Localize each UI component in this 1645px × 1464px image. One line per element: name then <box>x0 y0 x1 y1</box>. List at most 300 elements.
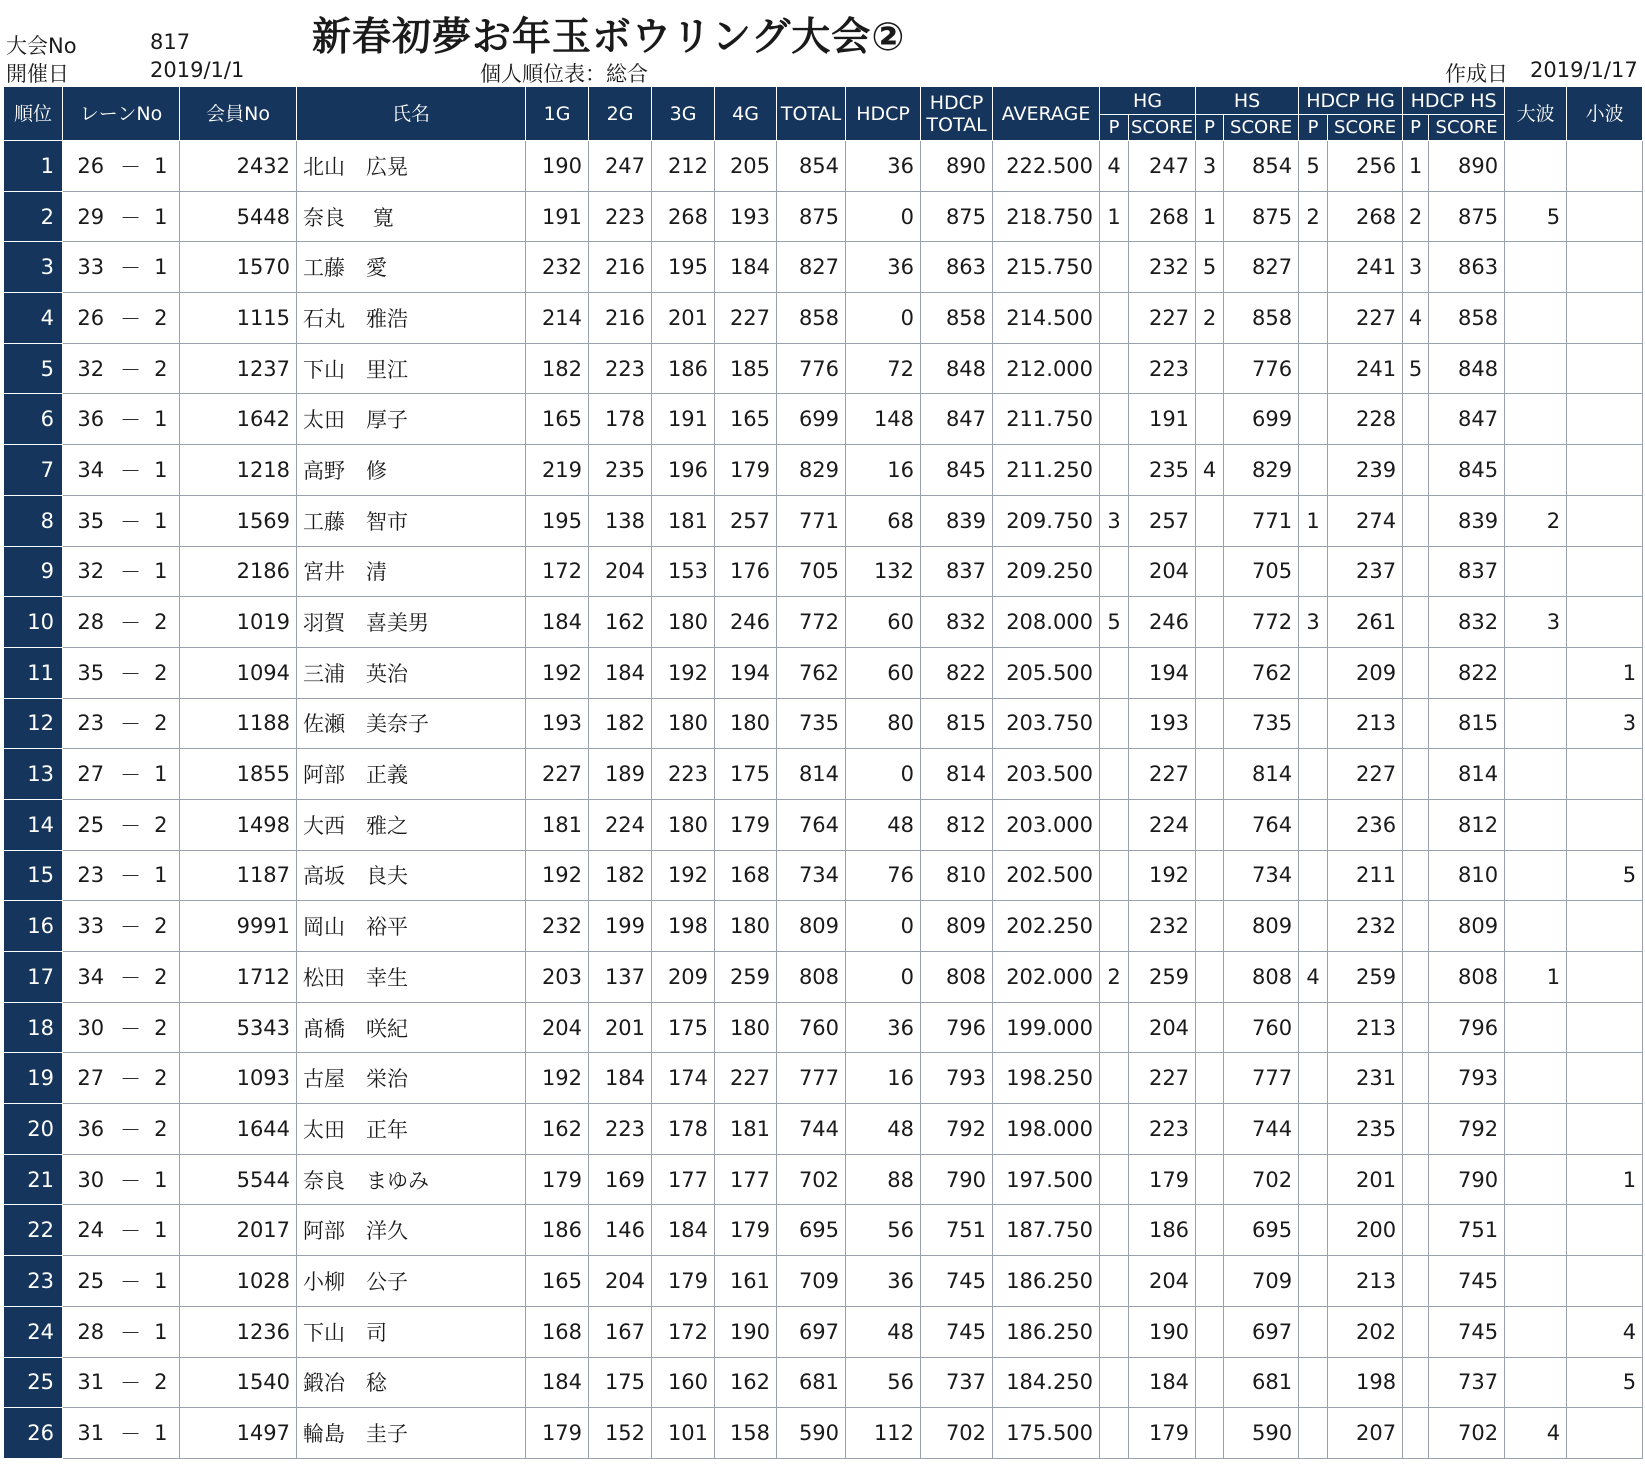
game4-cell: 180 <box>715 698 777 749</box>
col-hdcp-hg[interactable]: HDCP HG <box>1299 87 1403 115</box>
table-row[interactable] <box>4 141 1643 192</box>
table-row[interactable] <box>4 445 1643 496</box>
hg-score-cell: 186 <box>1129 1205 1196 1256</box>
big-wave-cell: 4 <box>1505 1408 1567 1459</box>
lane-sub-cell: 2 <box>143 293 180 344</box>
hdcp-hs-score-cell: 858 <box>1429 293 1505 344</box>
average-cell: 209.250 <box>993 546 1100 597</box>
average-cell: 202.000 <box>993 952 1100 1003</box>
hg-place-cell <box>1100 293 1129 344</box>
hdcp-hg-score-cell: 198 <box>1328 1357 1403 1408</box>
hdcp-hg-place-cell <box>1299 1357 1328 1408</box>
rank-cell: 5 <box>4 343 63 394</box>
lane-cell: 34 <box>63 952 119 1003</box>
member-no-cell: 9991 <box>180 901 297 952</box>
hdcp-hs-place-cell <box>1403 445 1429 496</box>
hdcp-total-cell: 848 <box>921 343 993 394</box>
hdcp-hg-score-cell: 201 <box>1328 1154 1403 1205</box>
game2-cell: 175 <box>589 1357 652 1408</box>
average-cell: 202.500 <box>993 850 1100 901</box>
rank-cell: 20 <box>4 1104 63 1155</box>
hdcp-hs-place-cell <box>1403 1357 1429 1408</box>
col-hdcp[interactable]: HDCP <box>846 87 921 141</box>
average-cell: 198.000 <box>993 1104 1100 1155</box>
hs-place-cell <box>1196 1002 1224 1053</box>
col-hg-score[interactable]: SCORE <box>1129 115 1196 141</box>
game2-cell: 223 <box>589 1104 652 1155</box>
lane-sub-cell: 2 <box>143 647 180 698</box>
table-row[interactable] <box>4 1205 1643 1256</box>
hdcp-hs-place-cell: 5 <box>1403 343 1429 394</box>
lane-dash: － <box>119 647 143 698</box>
name-cell: 北山 広晃 <box>297 141 526 192</box>
small-wave-cell <box>1567 1104 1643 1155</box>
hdcp-hs-score-cell: 812 <box>1429 799 1505 850</box>
hg-place-cell <box>1100 698 1129 749</box>
hdcp-hg-score-cell: 232 <box>1328 901 1403 952</box>
col-game2[interactable]: 2G <box>589 87 652 141</box>
hdcp-cell: 48 <box>846 1306 921 1357</box>
game1-cell: 190 <box>526 141 589 192</box>
table-row[interactable] <box>4 546 1643 597</box>
lane-sub-cell: 1 <box>143 242 180 293</box>
game2-cell: 182 <box>589 850 652 901</box>
hg-score-cell: 268 <box>1129 191 1196 242</box>
average-cell: 186.250 <box>993 1306 1100 1357</box>
average-cell: 214.500 <box>993 293 1100 344</box>
hdcp-hs-score-cell: 808 <box>1429 952 1505 1003</box>
game1-cell: 162 <box>526 1104 589 1155</box>
hdcp-hg-place-cell <box>1299 850 1328 901</box>
total-cell: 697 <box>777 1306 846 1357</box>
hs-score-cell: 695 <box>1224 1205 1299 1256</box>
lane-dash: － <box>119 1306 143 1357</box>
average-cell: 199.000 <box>993 1002 1100 1053</box>
col-game1[interactable]: 1G <box>526 87 589 141</box>
lane-cell: 30 <box>63 1154 119 1205</box>
hdcp-hg-score-cell: 241 <box>1328 343 1403 394</box>
table-row[interactable] <box>4 191 1643 242</box>
average-cell: 197.500 <box>993 1154 1100 1205</box>
total-cell: 709 <box>777 1256 846 1307</box>
game3-cell: 201 <box>652 293 715 344</box>
table-row[interactable] <box>4 1154 1643 1205</box>
game3-cell: 101 <box>652 1408 715 1459</box>
average-cell: 203.750 <box>993 698 1100 749</box>
col-average[interactable]: AVERAGE <box>993 87 1100 141</box>
game4-cell: 227 <box>715 1053 777 1104</box>
average-cell: 211.250 <box>993 445 1100 496</box>
game4-cell: 165 <box>715 394 777 445</box>
name-cell: 高坂 良夫 <box>297 850 526 901</box>
lane-cell: 32 <box>63 546 119 597</box>
game3-cell: 223 <box>652 749 715 800</box>
col-rank[interactable]: 順位 <box>4 87 63 141</box>
col-name[interactable]: 氏名 <box>297 87 526 141</box>
hs-place-cell <box>1196 1408 1224 1459</box>
col-hdcp-hs[interactable]: HDCP HS <box>1403 87 1505 115</box>
hs-score-cell: 829 <box>1224 445 1299 496</box>
member-no-cell: 1237 <box>180 343 297 394</box>
table-row[interactable] <box>4 952 1643 1003</box>
hdcp-hs-place-cell <box>1403 698 1429 749</box>
hs-score-cell: 762 <box>1224 647 1299 698</box>
game1-cell: 182 <box>526 343 589 394</box>
hdcp-hg-score-cell: 228 <box>1328 394 1403 445</box>
hdcp-total-cell: 745 <box>921 1256 993 1307</box>
hdcp-hg-score-cell: 237 <box>1328 546 1403 597</box>
table-row[interactable] <box>4 394 1643 445</box>
game1-cell: 192 <box>526 647 589 698</box>
game1-cell: 219 <box>526 445 589 496</box>
hdcp-hg-place-cell <box>1299 1205 1328 1256</box>
game2-cell: 204 <box>589 546 652 597</box>
hdcp-cell: 68 <box>846 495 921 546</box>
lane-cell: 32 <box>63 343 119 394</box>
game4-cell: 175 <box>715 749 777 800</box>
game4-cell: 179 <box>715 445 777 496</box>
member-no-cell: 1642 <box>180 394 297 445</box>
game1-cell: 227 <box>526 749 589 800</box>
table-row[interactable] <box>4 343 1643 394</box>
member-no-cell: 1569 <box>180 495 297 546</box>
hdcp-hs-place-cell: 1 <box>1403 141 1429 192</box>
hdcp-hs-score-cell: 809 <box>1429 901 1505 952</box>
table-row[interactable] <box>4 1002 1643 1053</box>
rank-cell: 15 <box>4 850 63 901</box>
hdcp-total-cell: 737 <box>921 1357 993 1408</box>
average-cell: 202.250 <box>993 901 1100 952</box>
game2-cell: 184 <box>589 647 652 698</box>
table-row[interactable] <box>4 799 1643 850</box>
hs-place-cell <box>1196 850 1224 901</box>
hg-place-cell <box>1100 850 1129 901</box>
hdcp-total-cell: 751 <box>921 1205 993 1256</box>
table-row[interactable] <box>4 749 1643 800</box>
big-wave-cell: 5 <box>1505 191 1567 242</box>
lane-dash: － <box>119 1205 143 1256</box>
member-no-cell: 1187 <box>180 850 297 901</box>
hg-place-cell <box>1100 242 1129 293</box>
hdcp-hg-place-cell <box>1299 293 1328 344</box>
hdcp-total-cell: 837 <box>921 546 993 597</box>
lane-sub-cell: 1 <box>143 1306 180 1357</box>
hs-place-cell <box>1196 901 1224 952</box>
small-wave-cell <box>1567 1256 1643 1307</box>
game1-cell: 191 <box>526 191 589 242</box>
big-wave-cell <box>1505 445 1567 496</box>
hdcp-cell: 0 <box>846 293 921 344</box>
hdcp-hs-score-cell: 790 <box>1429 1154 1505 1205</box>
lane-dash: － <box>119 749 143 800</box>
hdcp-cell: 36 <box>846 141 921 192</box>
table-row[interactable] <box>4 495 1643 546</box>
hs-score-cell: 699 <box>1224 394 1299 445</box>
hdcp-total-cell: 809 <box>921 901 993 952</box>
game2-cell: 199 <box>589 901 652 952</box>
hg-place-cell: 2 <box>1100 952 1129 1003</box>
name-cell: 下山 司 <box>297 1306 526 1357</box>
hg-score-cell: 194 <box>1129 647 1196 698</box>
hdcp-hs-score-cell: 745 <box>1429 1256 1505 1307</box>
lane-cell: 29 <box>63 191 119 242</box>
member-no-cell: 1093 <box>180 1053 297 1104</box>
hg-score-cell: 179 <box>1129 1408 1196 1459</box>
col-hdcp-hs-p[interactable]: P <box>1403 115 1429 141</box>
col-hdcp-hg-score[interactable]: SCORE <box>1328 115 1403 141</box>
hdcp-cell: 48 <box>846 799 921 850</box>
table-row[interactable] <box>4 242 1643 293</box>
game1-cell: 214 <box>526 293 589 344</box>
game3-cell: 212 <box>652 141 715 192</box>
game4-cell: 193 <box>715 191 777 242</box>
col-hg[interactable]: HG <box>1100 87 1196 115</box>
game2-cell: 223 <box>589 191 652 242</box>
hg-score-cell: 232 <box>1129 901 1196 952</box>
name-cell: 大西 雅之 <box>297 799 526 850</box>
big-wave-cell <box>1505 1154 1567 1205</box>
hdcp-hg-place-cell <box>1299 394 1328 445</box>
big-wave-cell <box>1505 343 1567 394</box>
lane-dash: － <box>119 1104 143 1155</box>
lane-dash: － <box>119 191 143 242</box>
hdcp-hs-score-cell: 847 <box>1429 394 1505 445</box>
lane-cell: 28 <box>63 597 119 648</box>
lane-sub-cell: 1 <box>143 141 180 192</box>
hdcp-hs-score-cell: 702 <box>1429 1408 1505 1459</box>
lane-cell: 33 <box>63 901 119 952</box>
game1-cell: 203 <box>526 952 589 1003</box>
page-title: 新春初夢お年玉ボウリング大会② <box>312 15 906 60</box>
game3-cell: 160 <box>652 1357 715 1408</box>
col-member[interactable]: 会員No <box>180 87 297 141</box>
hg-score-cell: 257 <box>1129 495 1196 546</box>
hdcp-hg-score-cell: 241 <box>1328 242 1403 293</box>
lane-sub-cell: 2 <box>143 343 180 394</box>
col-hg-p[interactable]: P <box>1100 115 1129 141</box>
name-cell: 太田 厚子 <box>297 394 526 445</box>
name-cell: 古屋 栄治 <box>297 1053 526 1104</box>
hdcp-total-cell: 863 <box>921 242 993 293</box>
hs-place-cell <box>1196 546 1224 597</box>
col-lane[interactable]: レーンNo <box>63 87 180 141</box>
hg-place-cell <box>1100 799 1129 850</box>
hs-place-cell <box>1196 1053 1224 1104</box>
hdcp-cell: 36 <box>846 242 921 293</box>
table-row[interactable] <box>4 647 1643 698</box>
col-big-wave[interactable]: 大波 <box>1505 87 1567 141</box>
lane-sub-cell: 1 <box>143 191 180 242</box>
table-row[interactable] <box>4 1408 1643 1459</box>
col-hs-p[interactable]: P <box>1196 115 1224 141</box>
table-row[interactable] <box>4 293 1643 344</box>
hg-place-cell <box>1100 1205 1129 1256</box>
col-hdcp-total[interactable]: HDCP TOTAL <box>921 87 993 141</box>
game4-cell: 180 <box>715 1002 777 1053</box>
lane-cell: 33 <box>63 242 119 293</box>
col-game3[interactable]: 3G <box>652 87 715 141</box>
rank-cell: 19 <box>4 1053 63 1104</box>
table-row[interactable] <box>4 1306 1643 1357</box>
small-wave-cell <box>1567 293 1643 344</box>
hs-score-cell: 681 <box>1224 1357 1299 1408</box>
game3-cell: 195 <box>652 242 715 293</box>
hdcp-hg-score-cell: 274 <box>1328 495 1403 546</box>
name-cell: 髙橋 咲紀 <box>297 1002 526 1053</box>
hdcp-hs-score-cell: 815 <box>1429 698 1505 749</box>
total-cell: 829 <box>777 445 846 496</box>
game3-cell: 209 <box>652 952 715 1003</box>
table-row[interactable] <box>4 1053 1643 1104</box>
name-cell: 奈良 寛 <box>297 191 526 242</box>
game1-cell: 165 <box>526 1256 589 1307</box>
lane-dash: － <box>119 1002 143 1053</box>
member-no-cell: 1094 <box>180 647 297 698</box>
rank-cell: 8 <box>4 495 63 546</box>
hdcp-hs-score-cell: 837 <box>1429 546 1505 597</box>
big-wave-cell <box>1505 749 1567 800</box>
member-no-cell: 2017 <box>180 1205 297 1256</box>
game3-cell: 198 <box>652 901 715 952</box>
member-no-cell: 5448 <box>180 191 297 242</box>
lane-cell: 28 <box>63 1306 119 1357</box>
lane-cell: 35 <box>63 647 119 698</box>
col-hdcp-hs-score[interactable]: SCORE <box>1429 115 1505 141</box>
table-row[interactable] <box>4 698 1643 749</box>
lane-sub-cell: 2 <box>143 698 180 749</box>
lane-sub-cell: 1 <box>143 1205 180 1256</box>
hdcp-hs-place-cell <box>1403 1104 1429 1155</box>
game1-cell: 165 <box>526 394 589 445</box>
lane-cell: 27 <box>63 1053 119 1104</box>
member-no-cell: 5343 <box>180 1002 297 1053</box>
col-hdcp-hg-p[interactable]: P <box>1299 115 1328 141</box>
table-row[interactable] <box>4 850 1643 901</box>
hdcp-hs-score-cell: 814 <box>1429 749 1505 800</box>
hs-place-cell <box>1196 1306 1224 1357</box>
name-cell: 石丸 雅浩 <box>297 293 526 344</box>
hs-place-cell: 4 <box>1196 445 1224 496</box>
lane-cell: 26 <box>63 141 119 192</box>
col-hs[interactable]: HS <box>1196 87 1299 115</box>
hg-score-cell: 193 <box>1129 698 1196 749</box>
game1-cell: 184 <box>526 597 589 648</box>
hg-place-cell <box>1100 546 1129 597</box>
game1-cell: 232 <box>526 242 589 293</box>
hdcp-total-cell: 875 <box>921 191 993 242</box>
game3-cell: 174 <box>652 1053 715 1104</box>
game1-cell: 179 <box>526 1408 589 1459</box>
hdcp-hs-score-cell: 875 <box>1429 191 1505 242</box>
hdcp-hs-score-cell: 863 <box>1429 242 1505 293</box>
table-row[interactable] <box>4 597 1643 648</box>
lane-sub-cell: 1 <box>143 495 180 546</box>
table-row[interactable] <box>4 1104 1643 1155</box>
hdcp-hs-place-cell <box>1403 1408 1429 1459</box>
big-wave-cell <box>1505 242 1567 293</box>
col-small-wave[interactable]: 小波 <box>1567 87 1643 141</box>
game4-cell: 177 <box>715 1154 777 1205</box>
total-cell: 858 <box>777 293 846 344</box>
big-wave-cell <box>1505 141 1567 192</box>
event-no: 817 <box>150 30 191 54</box>
game1-cell: 172 <box>526 546 589 597</box>
col-game4[interactable]: 4G <box>715 87 777 141</box>
hdcp-hs-place-cell: 3 <box>1403 242 1429 293</box>
table-row[interactable] <box>4 1357 1643 1408</box>
hs-score-cell: 772 <box>1224 597 1299 648</box>
hdcp-hs-place-cell <box>1403 850 1429 901</box>
game2-cell: 178 <box>589 394 652 445</box>
game2-cell: 216 <box>589 242 652 293</box>
big-wave-cell <box>1505 901 1567 952</box>
table-row[interactable] <box>4 901 1643 952</box>
lane-cell: 35 <box>63 495 119 546</box>
col-hs-score[interactable]: SCORE <box>1224 115 1299 141</box>
game2-cell: 167 <box>589 1306 652 1357</box>
game3-cell: 180 <box>652 799 715 850</box>
game4-cell: 190 <box>715 1306 777 1357</box>
hg-score-cell: 227 <box>1129 749 1196 800</box>
hs-score-cell: 697 <box>1224 1306 1299 1357</box>
total-cell: 590 <box>777 1408 846 1459</box>
average-cell: 222.500 <box>993 141 1100 192</box>
hdcp-hg-place-cell <box>1299 647 1328 698</box>
event-date: 2019/1/1 <box>150 58 245 82</box>
hg-score-cell: 190 <box>1129 1306 1196 1357</box>
game2-cell: 189 <box>589 749 652 800</box>
game3-cell: 196 <box>652 445 715 496</box>
col-total[interactable]: TOTAL <box>777 87 846 141</box>
game2-cell: 146 <box>589 1205 652 1256</box>
hdcp-hs-score-cell: 890 <box>1429 141 1505 192</box>
table-row[interactable] <box>4 1256 1643 1307</box>
hdcp-hg-place-cell <box>1299 1104 1328 1155</box>
member-no-cell: 5544 <box>180 1154 297 1205</box>
hdcp-hg-score-cell: 268 <box>1328 191 1403 242</box>
date-label: 開催日 <box>6 62 69 86</box>
big-wave-cell <box>1505 1357 1567 1408</box>
hs-place-cell <box>1196 495 1224 546</box>
hdcp-cell: 148 <box>846 394 921 445</box>
hdcp-cell: 60 <box>846 597 921 648</box>
small-wave-cell <box>1567 749 1643 800</box>
hg-score-cell: 223 <box>1129 1104 1196 1155</box>
hdcp-hs-score-cell: 845 <box>1429 445 1505 496</box>
hdcp-total-cell: 792 <box>921 1104 993 1155</box>
hdcp-hg-place-cell <box>1299 1306 1328 1357</box>
big-wave-cell <box>1505 394 1567 445</box>
small-wave-cell <box>1567 597 1643 648</box>
game4-cell: 184 <box>715 242 777 293</box>
hs-score-cell: 776 <box>1224 343 1299 394</box>
hs-place-cell: 3 <box>1196 141 1224 192</box>
hdcp-hs-place-cell <box>1403 394 1429 445</box>
game4-cell: 194 <box>715 647 777 698</box>
hs-place-cell <box>1196 1104 1224 1155</box>
total-cell: 875 <box>777 191 846 242</box>
average-cell: 208.000 <box>993 597 1100 648</box>
hdcp-hg-place-cell <box>1299 1256 1328 1307</box>
game3-cell: 184 <box>652 1205 715 1256</box>
game4-cell: 227 <box>715 293 777 344</box>
game4-cell: 257 <box>715 495 777 546</box>
hs-place-cell: 2 <box>1196 293 1224 344</box>
total-cell: 854 <box>777 141 846 192</box>
hdcp-hg-score-cell: 213 <box>1328 1256 1403 1307</box>
game1-cell: 193 <box>526 698 589 749</box>
big-wave-cell <box>1505 1256 1567 1307</box>
